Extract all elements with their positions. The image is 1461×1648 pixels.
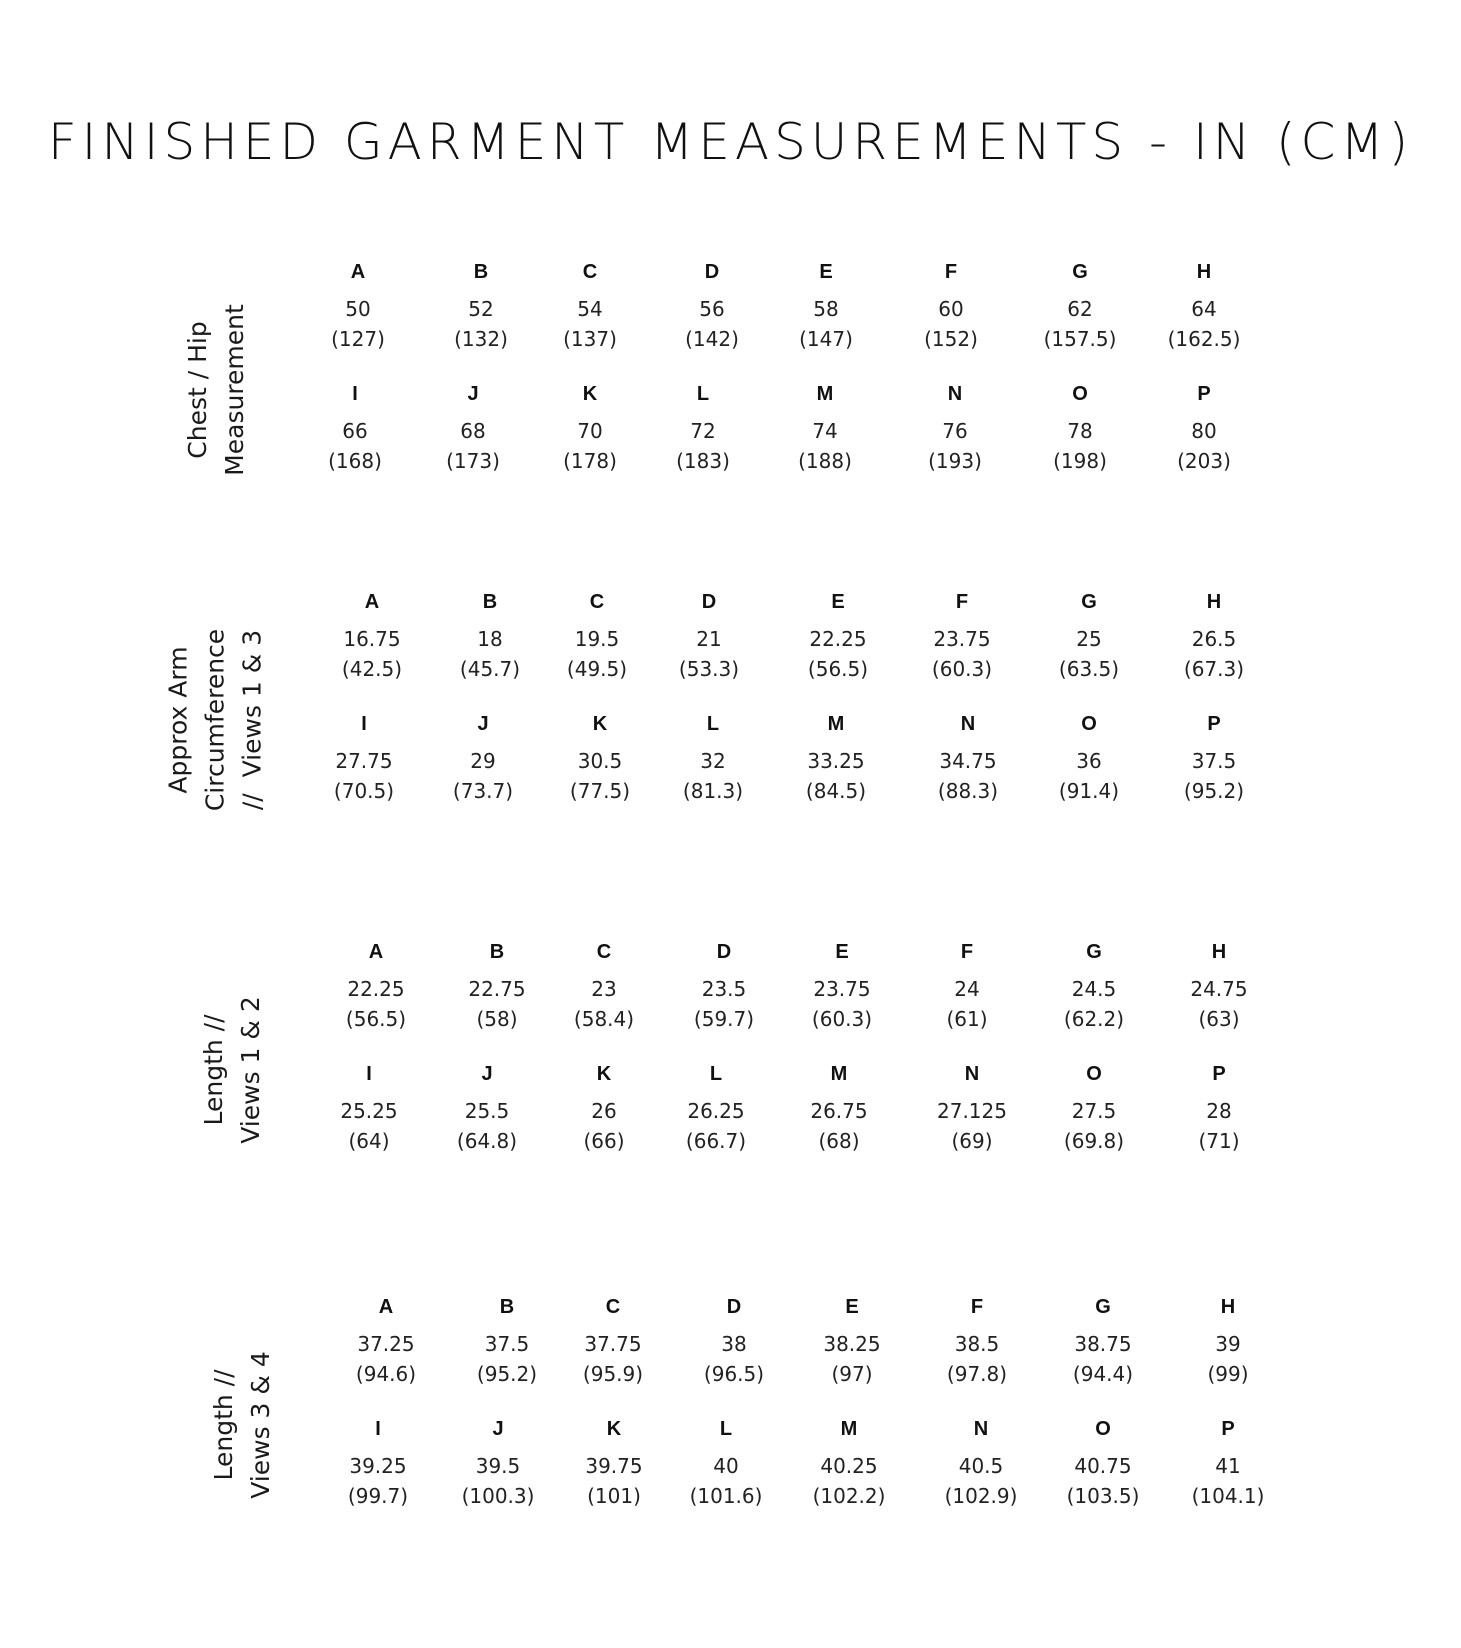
cm-value: (95.2) bbox=[1183, 779, 1245, 803]
size-cell bbox=[651, 1062, 781, 1156]
cm-value: (94.4) bbox=[1072, 1362, 1134, 1386]
cm-value: (69.8) bbox=[1063, 1129, 1125, 1153]
size-letter: P bbox=[1212, 1063, 1226, 1085]
size-cell bbox=[897, 590, 1027, 684]
size-letter: D bbox=[701, 591, 717, 613]
inches-value: 22.25 bbox=[347, 977, 405, 1001]
inches-value: 39.25 bbox=[349, 1454, 407, 1478]
cm-value: (77.5) bbox=[569, 779, 631, 803]
size-cell bbox=[1139, 260, 1269, 354]
inches-value: 38.75 bbox=[1074, 1332, 1132, 1356]
size-cell bbox=[525, 382, 655, 476]
cm-value: (99.7) bbox=[347, 1484, 409, 1508]
inches-value: 56 bbox=[699, 297, 725, 321]
size-cell bbox=[1154, 1062, 1284, 1156]
size-cell bbox=[647, 260, 777, 354]
inches-value: 22.25 bbox=[809, 627, 867, 651]
inches-value: 50 bbox=[345, 297, 371, 321]
inches-value: 68 bbox=[460, 419, 486, 443]
cm-value: (81.3) bbox=[682, 779, 744, 803]
cm-value: (73.7) bbox=[452, 779, 514, 803]
size-cell bbox=[1038, 1295, 1168, 1389]
cm-value: (162.5) bbox=[1167, 327, 1241, 351]
cm-value: (99) bbox=[1207, 1362, 1249, 1386]
size-cell bbox=[644, 590, 774, 684]
size-letter: O bbox=[1081, 713, 1097, 735]
size-cell bbox=[313, 1417, 443, 1511]
size-letter: D bbox=[726, 1296, 742, 1318]
inches-value: 66 bbox=[342, 419, 368, 443]
size-cell bbox=[784, 1417, 914, 1511]
cm-value: (203) bbox=[1177, 449, 1231, 473]
size-cell bbox=[293, 260, 423, 354]
size-row bbox=[0, 260, 1461, 370]
size-letter: C bbox=[605, 1296, 621, 1318]
cm-value: (178) bbox=[563, 449, 617, 473]
size-letter: M bbox=[827, 713, 845, 735]
cm-value: (64) bbox=[348, 1129, 390, 1153]
size-letter: A bbox=[364, 591, 380, 613]
size-cell bbox=[903, 712, 1033, 806]
inches-value: 32 bbox=[700, 749, 726, 773]
size-letter: N bbox=[973, 1418, 989, 1440]
inches-value: 23.5 bbox=[701, 977, 747, 1001]
cm-value: (103.5) bbox=[1066, 1484, 1140, 1508]
inches-value: 27.5 bbox=[1071, 1099, 1117, 1123]
inches-value: 80 bbox=[1191, 419, 1217, 443]
size-cell bbox=[761, 260, 891, 354]
cm-value: (104.1) bbox=[1191, 1484, 1265, 1508]
size-letter: I bbox=[361, 713, 367, 735]
size-cell bbox=[418, 712, 548, 806]
inches-value: 24.75 bbox=[1190, 977, 1248, 1001]
size-cell bbox=[886, 260, 1016, 354]
inches-value: 26.75 bbox=[810, 1099, 868, 1123]
inches-value: 26.25 bbox=[687, 1099, 745, 1123]
cm-value: (42.5) bbox=[341, 657, 403, 681]
size-cell bbox=[1029, 1062, 1159, 1156]
cm-value: (168) bbox=[328, 449, 382, 473]
size-cell bbox=[890, 382, 1020, 476]
cm-value: (66) bbox=[583, 1129, 625, 1153]
inches-value: 16.75 bbox=[343, 627, 401, 651]
inches-value: 76 bbox=[942, 419, 968, 443]
inches-value: 29 bbox=[470, 749, 496, 773]
cm-value: (68) bbox=[818, 1129, 860, 1153]
size-letter: O bbox=[1095, 1418, 1111, 1440]
size-letter: L bbox=[709, 1063, 723, 1085]
size-cell bbox=[912, 1295, 1042, 1389]
size-letter: I bbox=[375, 1418, 381, 1440]
size-cell bbox=[321, 1295, 451, 1389]
inches-value: 40.25 bbox=[820, 1454, 878, 1478]
size-cell bbox=[771, 712, 901, 806]
size-letter: J bbox=[477, 713, 489, 735]
size-letter: K bbox=[606, 1418, 622, 1440]
size-cell bbox=[539, 940, 669, 1034]
inches-value: 62 bbox=[1067, 297, 1093, 321]
size-letter: J bbox=[467, 383, 479, 405]
size-cell bbox=[408, 382, 538, 476]
size-cell bbox=[548, 1295, 678, 1389]
inches-value: 24 bbox=[954, 977, 980, 1001]
size-cell bbox=[1015, 260, 1145, 354]
size-cell bbox=[422, 1062, 552, 1156]
cm-value: (94.6) bbox=[355, 1362, 417, 1386]
section-label-text: Length // Views 1 & 2 bbox=[199, 996, 265, 1144]
inches-value: 37.75 bbox=[584, 1332, 642, 1356]
size-cell bbox=[290, 382, 420, 476]
size-cell bbox=[307, 590, 437, 684]
size-letter: C bbox=[596, 941, 612, 963]
inches-value: 19.5 bbox=[574, 627, 620, 651]
cm-value: (193) bbox=[928, 449, 982, 473]
size-letter: A bbox=[378, 1296, 394, 1318]
cm-value: (127) bbox=[331, 327, 385, 351]
inches-value: 21 bbox=[696, 627, 722, 651]
size-letter: G bbox=[1086, 941, 1102, 963]
size-cell bbox=[773, 590, 903, 684]
cm-value: (66.7) bbox=[685, 1129, 747, 1153]
measurement-section bbox=[0, 1295, 1461, 1555]
inches-value: 25 bbox=[1076, 627, 1102, 651]
size-row bbox=[0, 940, 1461, 1050]
cm-value: (173) bbox=[446, 449, 500, 473]
size-letter: E bbox=[831, 591, 845, 613]
inches-value: 33.25 bbox=[807, 749, 865, 773]
inches-value: 27.125 bbox=[937, 1099, 1007, 1123]
size-letter: P bbox=[1207, 713, 1221, 735]
cm-value: (137) bbox=[563, 327, 617, 351]
size-letter: N bbox=[947, 383, 963, 405]
size-cell bbox=[525, 260, 655, 354]
size-cell bbox=[916, 1417, 1046, 1511]
cm-value: (70.5) bbox=[333, 779, 395, 803]
size-cell bbox=[1038, 1417, 1168, 1511]
inches-value: 24.5 bbox=[1071, 977, 1117, 1001]
cm-value: (97) bbox=[831, 1362, 873, 1386]
measurement-section bbox=[0, 940, 1461, 1200]
size-letter: K bbox=[582, 383, 598, 405]
size-letter: D bbox=[716, 941, 732, 963]
cm-value: (147) bbox=[799, 327, 853, 351]
cm-value: (198) bbox=[1053, 449, 1107, 473]
inches-value: 38.25 bbox=[823, 1332, 881, 1356]
size-letter: L bbox=[706, 713, 720, 735]
inches-value: 26 bbox=[591, 1099, 617, 1123]
size-cell bbox=[433, 1417, 563, 1511]
size-letter: H bbox=[1220, 1296, 1236, 1318]
cm-value: (101) bbox=[587, 1484, 641, 1508]
cm-value: (64.8) bbox=[456, 1129, 518, 1153]
size-cell bbox=[1163, 1417, 1293, 1511]
measurement-section bbox=[0, 590, 1461, 850]
inches-value: 60 bbox=[938, 297, 964, 321]
section-label-text: Approx Arm Circumference // Views 1 & 3 bbox=[163, 628, 267, 812]
size-letter: J bbox=[492, 1418, 504, 1440]
size-cell bbox=[1163, 1295, 1293, 1389]
size-row bbox=[0, 1295, 1461, 1405]
inches-value: 36 bbox=[1076, 749, 1102, 773]
size-cell bbox=[1024, 590, 1154, 684]
size-cell bbox=[1154, 940, 1284, 1034]
inches-value: 37.5 bbox=[484, 1332, 530, 1356]
cm-value: (45.7) bbox=[459, 657, 521, 681]
cm-value: (96.5) bbox=[703, 1362, 765, 1386]
size-cell bbox=[777, 940, 907, 1034]
size-letter: J bbox=[481, 1063, 493, 1085]
inches-value: 38.5 bbox=[954, 1332, 1000, 1356]
size-letter: P bbox=[1221, 1418, 1235, 1440]
inches-value: 23.75 bbox=[813, 977, 871, 1001]
cm-value: (95.2) bbox=[476, 1362, 538, 1386]
cm-value: (101.6) bbox=[689, 1484, 763, 1508]
size-cell bbox=[532, 590, 662, 684]
size-letter: G bbox=[1095, 1296, 1111, 1318]
size-cell bbox=[311, 940, 441, 1034]
size-letter: I bbox=[366, 1063, 372, 1085]
cm-value: (61) bbox=[946, 1007, 988, 1031]
inches-value: 39.5 bbox=[475, 1454, 521, 1478]
size-letter: M bbox=[816, 383, 834, 405]
cm-value: (102.9) bbox=[944, 1484, 1018, 1508]
cm-value: (56.5) bbox=[345, 1007, 407, 1031]
size-letter: P bbox=[1197, 383, 1211, 405]
size-cell bbox=[787, 1295, 917, 1389]
size-row bbox=[0, 1062, 1461, 1172]
size-letter: B bbox=[499, 1296, 515, 1318]
cm-value: (157.5) bbox=[1043, 327, 1117, 351]
cm-value: (183) bbox=[676, 449, 730, 473]
size-letter: H bbox=[1206, 591, 1222, 613]
size-letter: C bbox=[589, 591, 605, 613]
size-cell bbox=[902, 940, 1032, 1034]
cm-value: (91.4) bbox=[1058, 779, 1120, 803]
size-cell bbox=[299, 712, 429, 806]
size-letter: M bbox=[830, 1063, 848, 1085]
cm-value: (71) bbox=[1198, 1129, 1240, 1153]
inches-value: 28 bbox=[1206, 1099, 1232, 1123]
inches-value: 40.75 bbox=[1074, 1454, 1132, 1478]
size-letter: B bbox=[473, 261, 489, 283]
cm-value: (69) bbox=[951, 1129, 993, 1153]
cm-value: (49.5) bbox=[566, 657, 628, 681]
inches-value: 22.75 bbox=[468, 977, 526, 1001]
inches-value: 34.75 bbox=[939, 749, 997, 773]
size-cell bbox=[535, 712, 665, 806]
cm-value: (142) bbox=[685, 327, 739, 351]
size-letter: G bbox=[1072, 261, 1088, 283]
size-row bbox=[0, 1417, 1461, 1527]
inches-value: 38 bbox=[721, 1332, 747, 1356]
size-cell bbox=[661, 1417, 791, 1511]
size-letter: M bbox=[840, 1418, 858, 1440]
size-cell bbox=[760, 382, 890, 476]
size-letter: G bbox=[1081, 591, 1097, 613]
size-letter: N bbox=[964, 1063, 980, 1085]
inches-value: 40.5 bbox=[958, 1454, 1004, 1478]
cm-value: (84.5) bbox=[805, 779, 867, 803]
inches-value: 23.75 bbox=[933, 627, 991, 651]
section-label-text: Chest / Hip Measurement bbox=[183, 304, 249, 476]
cm-value: (152) bbox=[924, 327, 978, 351]
inches-value: 74 bbox=[812, 419, 838, 443]
size-cell bbox=[907, 1062, 1037, 1156]
size-letter: H bbox=[1196, 261, 1212, 283]
inches-value: 78 bbox=[1067, 419, 1093, 443]
inches-value: 26.5 bbox=[1191, 627, 1237, 651]
cm-value: (67.3) bbox=[1183, 657, 1245, 681]
size-letter: E bbox=[819, 261, 833, 283]
cm-value: (62.2) bbox=[1063, 1007, 1125, 1031]
cm-value: (60.3) bbox=[811, 1007, 873, 1031]
cm-value: (88.3) bbox=[937, 779, 999, 803]
cm-value: (56.5) bbox=[807, 657, 869, 681]
size-cell bbox=[1029, 940, 1159, 1034]
size-cell bbox=[669, 1295, 799, 1389]
size-letter: N bbox=[960, 713, 976, 735]
size-letter: B bbox=[489, 941, 505, 963]
size-row bbox=[0, 712, 1461, 822]
size-letter: A bbox=[350, 261, 366, 283]
size-letter: B bbox=[482, 591, 498, 613]
cm-value: (63.5) bbox=[1058, 657, 1120, 681]
inches-value: 41 bbox=[1215, 1454, 1241, 1478]
cm-value: (58.4) bbox=[573, 1007, 635, 1031]
size-cell bbox=[1024, 712, 1154, 806]
size-letter: A bbox=[368, 941, 384, 963]
size-letter: O bbox=[1086, 1063, 1102, 1085]
cm-value: (60.3) bbox=[931, 657, 993, 681]
cm-value: (53.3) bbox=[678, 657, 740, 681]
inches-value: 23 bbox=[591, 977, 617, 1001]
size-cell bbox=[549, 1417, 679, 1511]
size-cell bbox=[659, 940, 789, 1034]
size-cell bbox=[648, 712, 778, 806]
size-cell bbox=[1139, 382, 1269, 476]
size-letter: L bbox=[719, 1418, 733, 1440]
inches-value: 18 bbox=[477, 627, 503, 651]
size-cell bbox=[1015, 382, 1145, 476]
cm-value: (59.7) bbox=[693, 1007, 755, 1031]
size-letter: F bbox=[970, 1296, 984, 1318]
inches-value: 27.75 bbox=[335, 749, 393, 773]
cm-value: (63) bbox=[1198, 1007, 1240, 1031]
inches-value: 25.25 bbox=[340, 1099, 398, 1123]
size-row bbox=[0, 590, 1461, 700]
size-letter: H bbox=[1211, 941, 1227, 963]
size-letter: C bbox=[582, 261, 598, 283]
inches-value: 52 bbox=[468, 297, 494, 321]
size-letter: F bbox=[955, 591, 969, 613]
cm-value: (58) bbox=[476, 1007, 518, 1031]
inches-value: 58 bbox=[813, 297, 839, 321]
size-letter: E bbox=[845, 1296, 859, 1318]
size-row bbox=[0, 382, 1461, 492]
size-letter: D bbox=[704, 261, 720, 283]
size-letter: K bbox=[592, 713, 608, 735]
cm-value: (102.2) bbox=[812, 1484, 886, 1508]
size-letter: L bbox=[696, 383, 710, 405]
size-letter: F bbox=[960, 941, 974, 963]
inches-value: 39.75 bbox=[585, 1454, 643, 1478]
size-cell bbox=[539, 1062, 669, 1156]
inches-value: 64 bbox=[1191, 297, 1217, 321]
inches-value: 70 bbox=[577, 419, 603, 443]
inches-value: 54 bbox=[577, 297, 603, 321]
size-letter: K bbox=[596, 1063, 612, 1085]
size-cell bbox=[638, 382, 768, 476]
inches-value: 25.5 bbox=[464, 1099, 510, 1123]
inches-value: 37.5 bbox=[1191, 749, 1237, 773]
size-letter: F bbox=[944, 261, 958, 283]
size-cell bbox=[1149, 590, 1279, 684]
measurement-section bbox=[0, 260, 1461, 520]
inches-value: 37.25 bbox=[357, 1332, 415, 1356]
inches-value: 40 bbox=[713, 1454, 739, 1478]
section-label-text: Length // Views 3 & 4 bbox=[209, 1351, 275, 1499]
size-letter: E bbox=[835, 941, 849, 963]
size-cell bbox=[304, 1062, 434, 1156]
size-letter: I bbox=[352, 383, 358, 405]
page-title: FINISHED GARMENT MEASUREMENTS - IN (CM) bbox=[47, 113, 1414, 171]
cm-value: (95.9) bbox=[582, 1362, 644, 1386]
size-letter: O bbox=[1072, 383, 1088, 405]
inches-value: 72 bbox=[690, 419, 716, 443]
cm-value: (97.8) bbox=[946, 1362, 1008, 1386]
cm-value: (132) bbox=[454, 327, 508, 351]
inches-value: 30.5 bbox=[577, 749, 623, 773]
cm-value: (188) bbox=[798, 449, 852, 473]
size-cell bbox=[1149, 712, 1279, 806]
inches-value: 39 bbox=[1215, 1332, 1241, 1356]
size-cell bbox=[774, 1062, 904, 1156]
cm-value: (100.3) bbox=[461, 1484, 535, 1508]
